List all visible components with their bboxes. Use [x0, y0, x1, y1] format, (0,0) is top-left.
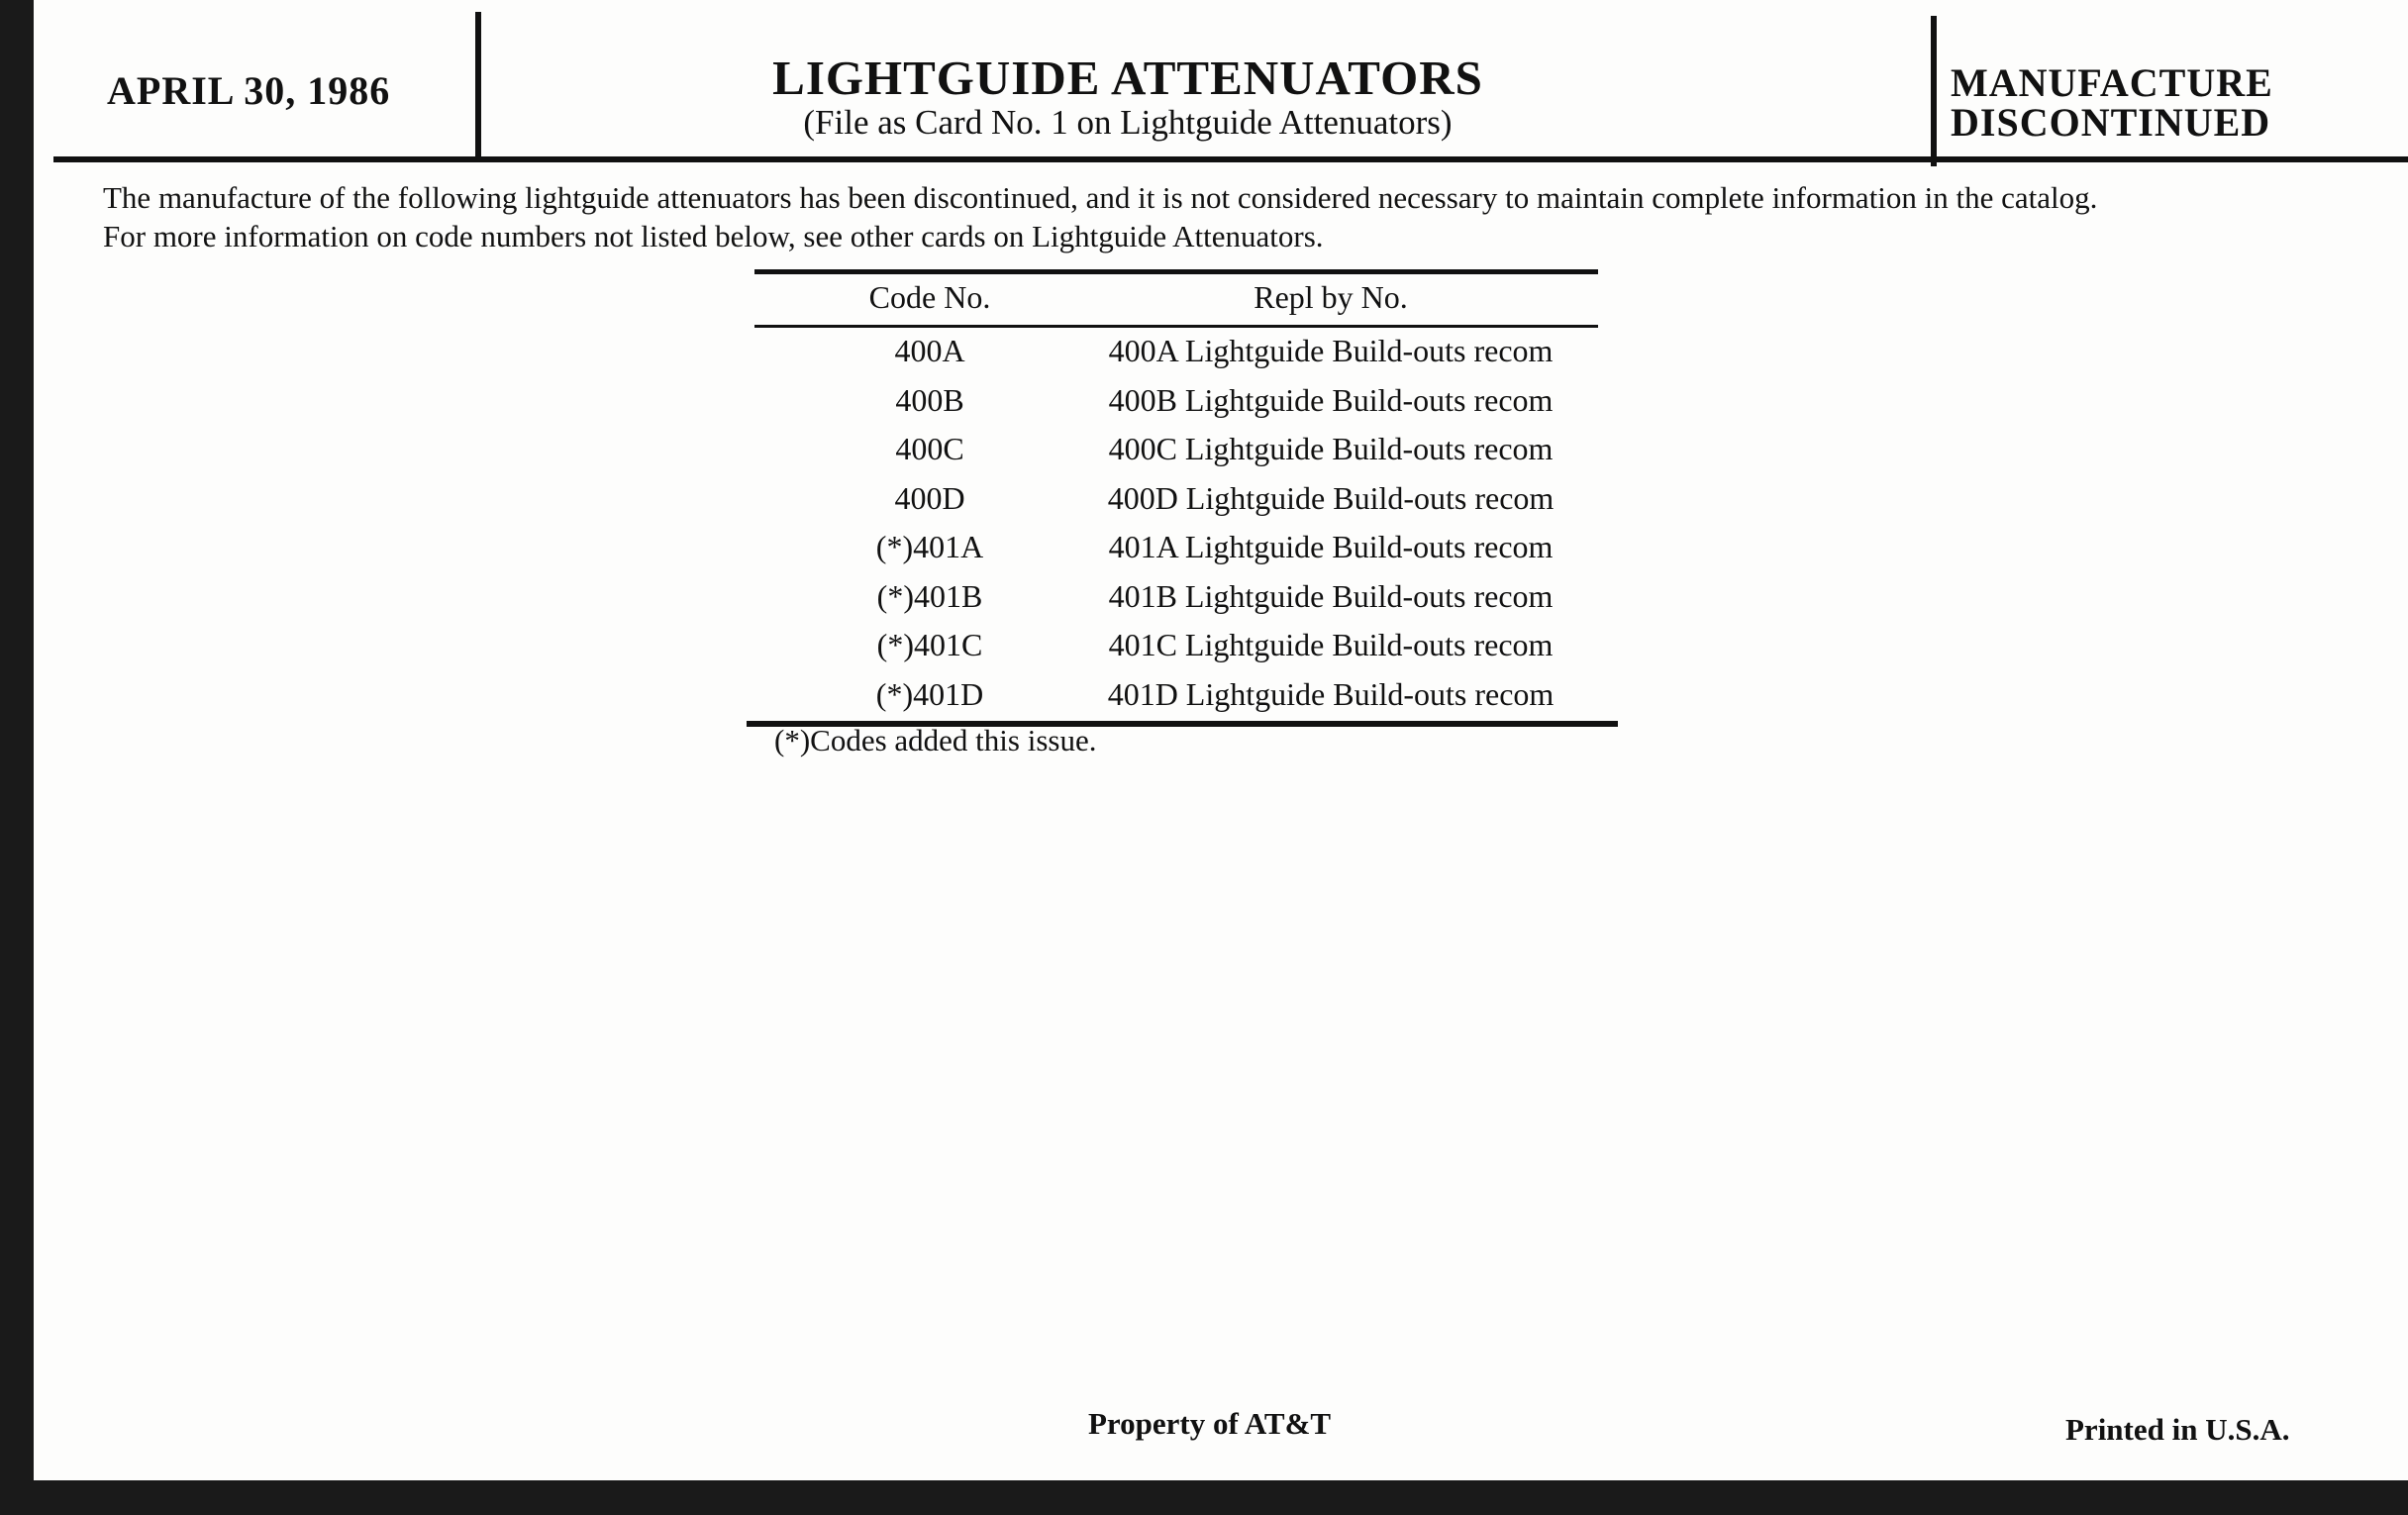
- table-row: [747, 676, 1618, 726]
- replacement-cell: 401B Lightguide Build-outs recom: [1108, 577, 1554, 614]
- header-divider-right: [1931, 16, 1937, 166]
- code-cell: 400C: [895, 431, 964, 466]
- intro-paragraph: [103, 178, 2380, 255]
- status-block: [1951, 60, 2406, 145]
- replacement-cell: 401D Lightguide Build-outs recom: [1107, 675, 1555, 712]
- table-row: [747, 480, 1618, 530]
- catalog-card: [34, 0, 2408, 1480]
- footer-property: Property of AT&T: [1088, 1406, 1332, 1441]
- table-row: [747, 431, 1618, 480]
- replacement-cell: 400C Lightguide Build-outs recom: [1108, 431, 1554, 466]
- table-top-rule: [754, 269, 1598, 274]
- scan-border-bottom: [0, 1480, 2408, 1515]
- intro-line-2: For more information on code numbers not listed below, see other cards on Lightguide Attenuators.: [103, 219, 1324, 253]
- replacement-cell: 400D Lightguide Build-outs recom: [1107, 479, 1555, 516]
- code-cell: 400D: [894, 479, 965, 516]
- column-header-replacement: Repl by No.: [1254, 279, 1408, 315]
- code-cell: (*)401A: [875, 529, 984, 564]
- table-footnote: (*)Codes added this issue.: [774, 723, 1097, 758]
- status-line-2: DISCONTINUED: [1951, 100, 2271, 145]
- table-row: [747, 578, 1618, 628]
- scan-border-left: [0, 0, 34, 1515]
- code-cell: (*)401C: [876, 627, 983, 662]
- replacement-cell: 400A Lightguide Build-outs recom: [1108, 333, 1554, 368]
- page-title: LIGHTGUIDE ATTENUATORS: [772, 50, 1483, 105]
- intro-line-1: The manufacture of the following lightguide attenuators has been discontinued, and it is not considered necessary to maintain complete information in the catalog.: [103, 180, 2098, 215]
- issue-date: APRIL 30, 1986: [107, 68, 391, 113]
- table-row: [747, 529, 1618, 578]
- replacement-cell: 401A Lightguide Build-outs recom: [1108, 529, 1554, 564]
- table-row: [747, 333, 1618, 382]
- table-header-rule: [754, 325, 1598, 328]
- page-subtitle: (File as Card No. 1 on Lightguide Attenuators): [803, 103, 1453, 142]
- code-cell: (*)401D: [875, 675, 984, 712]
- header-divider-left: [475, 12, 481, 158]
- footer-printed: Printed in U.S.A.: [2065, 1412, 2290, 1447]
- code-cell: 400B: [895, 381, 964, 418]
- replacement-cell: 400B Lightguide Build-outs recom: [1108, 381, 1554, 418]
- column-header-code: Code No.: [868, 279, 991, 315]
- header-rule: [53, 156, 2408, 162]
- status-line-1: MANUFACTURE: [1951, 60, 2273, 105]
- code-cell: 400A: [894, 333, 965, 368]
- table-row: [747, 627, 1618, 676]
- code-cell: (*)401B: [876, 577, 983, 614]
- table-row: [747, 382, 1618, 432]
- replacement-cell: 401C Lightguide Build-outs recom: [1108, 627, 1554, 662]
